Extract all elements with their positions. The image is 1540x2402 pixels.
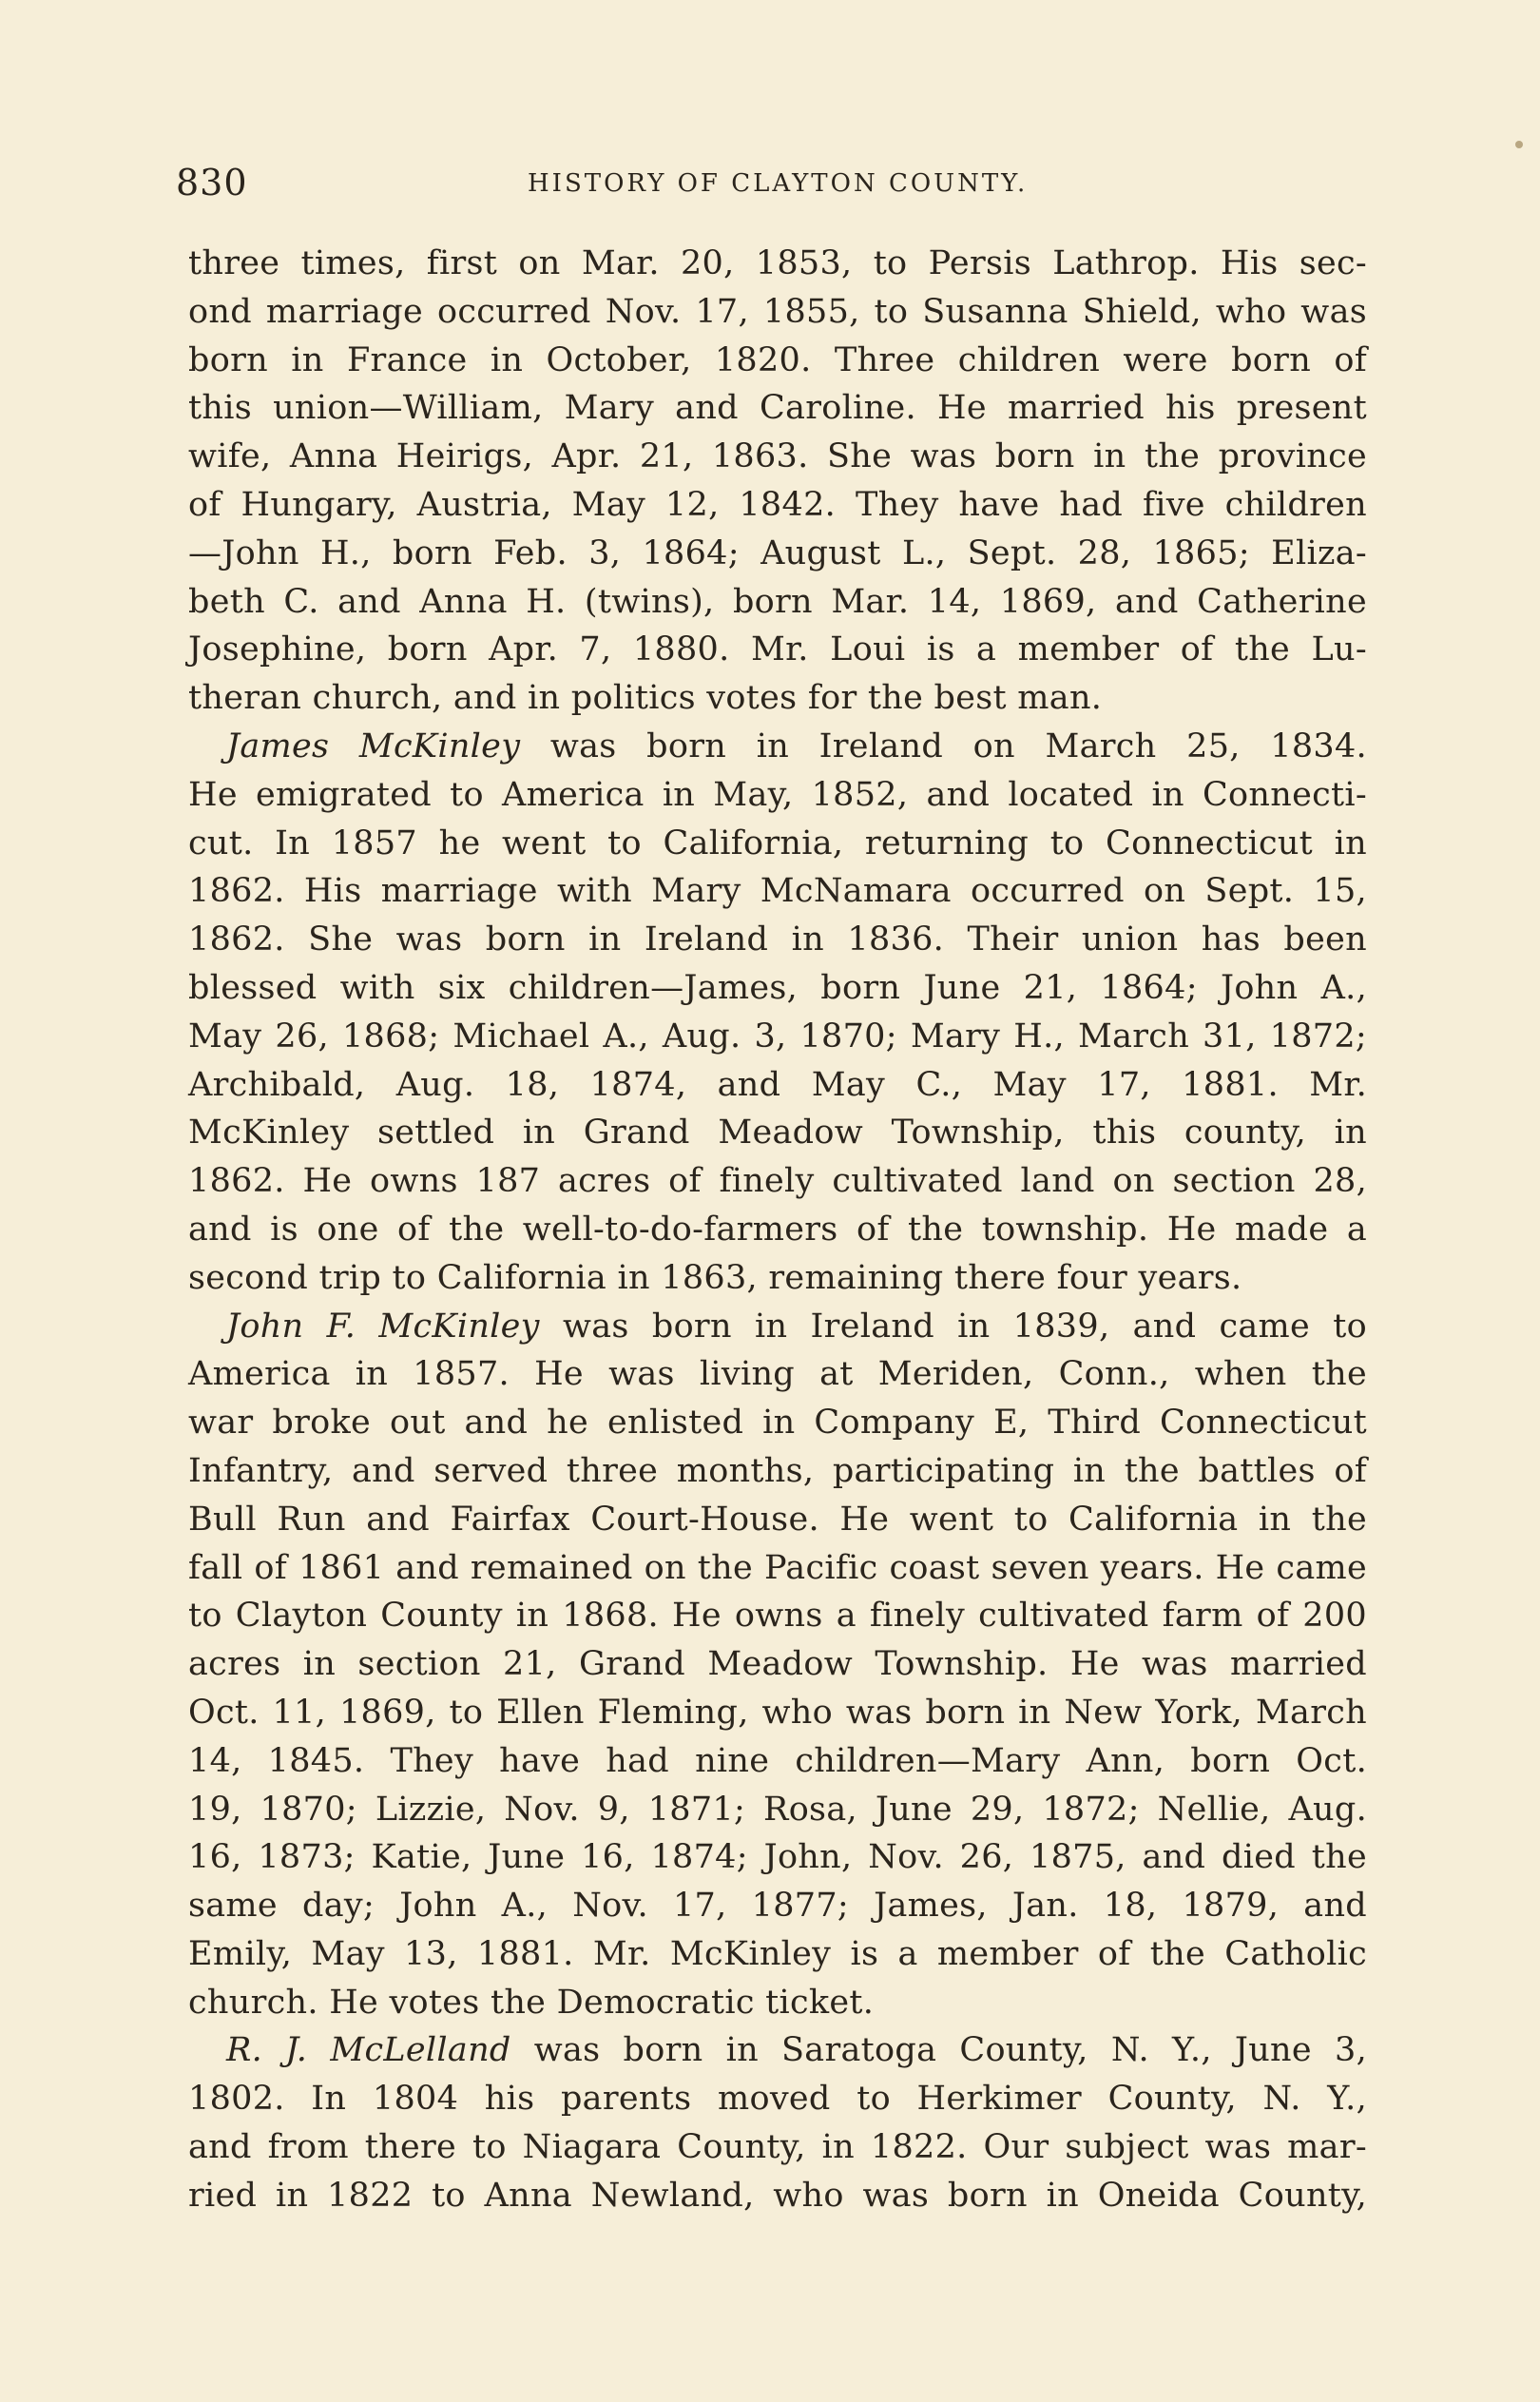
text-line: theran church, and in politics votes for the best man.: [188, 679, 1103, 718]
page-header: [176, 162, 1364, 209]
running-head: HISTORY OF CLAYTON COUNTY.: [528, 169, 1029, 198]
text-line: Emily, May 13, 1881. Mr. McKinley is a member of the Catholic: [188, 1934, 1367, 1973]
text-line: Infantry, and served three months, participating in the battles of: [188, 1451, 1367, 1490]
text-run: was born in Ireland on March 25, 1834.: [520, 726, 1367, 765]
text-line: McKinley settled in Grand Meadow Township, this county, in: [188, 1114, 1367, 1153]
text-line: and from there to Niagara County, in 1822. Our subject was mar-: [188, 2128, 1367, 2167]
text-line: 1862. She was born in Ireland in 1836. Their union has been: [188, 920, 1367, 959]
text-line: America in 1857. He was living at Meriden, Conn., when the: [188, 1355, 1367, 1394]
text-line: of Hungary, Austria, May 12, 1842. They have had five children: [188, 485, 1367, 524]
person-name: R. J. McLelland: [226, 2031, 511, 2070]
text-line: 14, 1845. They have had nine children—Mary Ann, born Oct.: [188, 1741, 1367, 1780]
text-line: —John H., born Feb. 3, 1864; August L., Sept. 28, 1865; Eliza-: [188, 533, 1367, 572]
text-line: war broke out and he enlisted in Company E, Third Connecticut: [188, 1404, 1367, 1443]
text-line: acres in section 21, Grand Meadow Township. He was married: [188, 1645, 1367, 1684]
text-line: 1862. His marriage with Mary McNamara occurred on Sept. 15,: [188, 872, 1367, 911]
text-line: 1802. In 1804 his parents moved to Herkimer County, N. Y.,: [188, 2080, 1367, 2119]
text-line: Josephine, born Apr. 7, 1880. Mr. Loui is a member of the Lu-: [188, 630, 1367, 669]
text-run: was born in Saratoga County, N. Y., June 3,: [510, 2031, 1367, 2070]
text-line: 16, 1873; Katie, June 16, 1874; John, Nov. 26, 1875, and died the: [188, 1838, 1367, 1877]
text-line: Bull Run and Fairfax Court-House. He went to California in the: [188, 1500, 1367, 1539]
paragraph-first-line: [188, 1303, 1367, 1351]
text-line: ond marriage occurred Nov. 17, 1855, to Susanna Shield, who was: [188, 292, 1367, 331]
text-line: 19, 1870; Lizzie, Nov. 9, 1871; Rosa, June 29, 1872; Nellie, Aug.: [188, 1790, 1367, 1829]
text-line: May 26, 1868; Michael A., Aug. 3, 1870; Mary H., March 31, 1872;: [188, 1017, 1367, 1056]
text-line: beth C. and Anna H. (twins), born Mar. 14, 1869, and Catherine: [188, 582, 1367, 621]
text-line: same day; John A., Nov. 17, 1877; James, Jan. 18, 1879, and: [188, 1887, 1367, 1926]
text-line: and is one of the well-to-do-farmers of the township. He made a: [188, 1210, 1367, 1249]
text-line: He emigrated to America in May, 1852, and located in Connecti-: [188, 775, 1367, 814]
text-line: blessed with six children—James, born June 21, 1864; John A.,: [188, 968, 1367, 1007]
text-line: born in France in October, 1820. Three children were born of: [188, 340, 1367, 379]
text-line: cut. In 1857 he went to California, returning to Connecticut in: [188, 823, 1367, 862]
page-number: 830: [176, 162, 248, 203]
text-line: church. He votes the Democratic ticket.: [188, 1983, 875, 2022]
text-line: second trip to California in 1863, remaining there four years.: [188, 1258, 1242, 1297]
text-line: three times, first on Mar. 20, 1853, to Persis Lathrop. His sec-: [188, 244, 1367, 282]
text-line: fall of 1861 and remained on the Pacific coast seven years. He came: [188, 1548, 1367, 1587]
person-name: John F. McKinley: [226, 1307, 540, 1346]
text-line: wife, Anna Heirigs, Apr. 21, 1863. She was born in the province: [188, 437, 1367, 476]
paragraph-first-line: [188, 2026, 1367, 2075]
text-line: to Clayton County in 1868. He owns a finely cultivated farm of 200: [188, 1597, 1367, 1636]
text-line: ried in 1822 to Anna Newland, who was born in Oneida County,: [188, 2176, 1367, 2215]
text-body: [188, 240, 1367, 2220]
text-line: 1862. He owns 187 acres of finely cultivated land on section 28,: [188, 1162, 1367, 1201]
text-run: was born in Ireland in 1839, and came to: [539, 1307, 1368, 1346]
paragraph-first-line: [188, 723, 1367, 771]
text-line: this union—William, Mary and Caroline. He married his present: [188, 389, 1367, 428]
text-line: Oct. 11, 1869, to Ellen Fleming, who was born in New York, March: [188, 1693, 1367, 1732]
person-name: James McKinley: [226, 726, 521, 765]
edge-mark: [1515, 141, 1523, 148]
text-line: Archibald, Aug. 18, 1874, and May C., May 17, 1881. Mr.: [188, 1065, 1367, 1104]
